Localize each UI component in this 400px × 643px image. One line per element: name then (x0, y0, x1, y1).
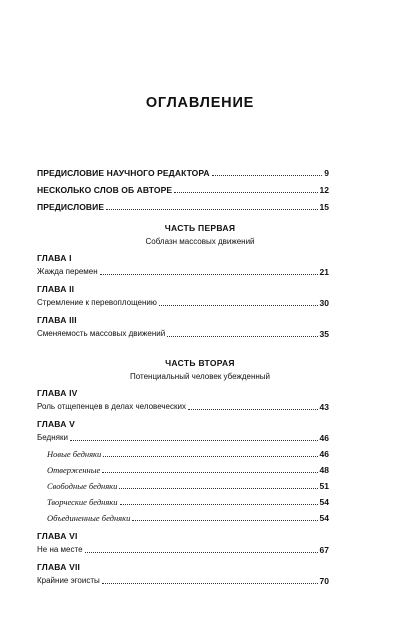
page-number: 9 (324, 168, 329, 178)
leader-dots (102, 583, 318, 584)
entry-label: Жажда перемен (37, 267, 98, 276)
toc-entry-section[interactable] (47, 463, 329, 475)
chapter-heading: ГЛАВА IV (37, 388, 78, 398)
entry-label: Отверженные (47, 465, 101, 475)
toc-entry-chapter[interactable] (37, 296, 329, 308)
toc-entry-chapter[interactable] (37, 400, 329, 412)
leader-dots (119, 488, 317, 489)
leader-dots (159, 305, 318, 306)
leader-dots (85, 552, 318, 553)
entry-label: Новые бедняки (47, 449, 102, 459)
part-heading: ЧАСТЬ ПЕРВАЯ (164, 223, 236, 233)
toc-entry-section[interactable] (47, 495, 329, 507)
leader-dots (132, 520, 317, 521)
page-number: 30 (319, 298, 329, 308)
leader-dots (212, 175, 323, 176)
page-number: 46 (319, 449, 329, 459)
entry-label: Объединенные бедняки (47, 513, 131, 523)
page-number: 70 (319, 576, 329, 586)
leader-dots (106, 209, 317, 210)
chapter-heading: ГЛАВА III (37, 315, 77, 325)
toc-entry-preface[interactable] (37, 200, 329, 212)
entry-label: Крайние эгоисты (37, 576, 100, 585)
toc-entry-editor-preface[interactable] (37, 166, 329, 178)
chapter-heading: ГЛАВА VII (37, 562, 81, 572)
page-number: 48 (319, 465, 329, 475)
leader-dots (120, 504, 318, 505)
entry-label: Стремление к перевоплощению (37, 298, 157, 307)
leader-dots (100, 274, 318, 275)
entry-label: Сменяемость массовых движений (37, 329, 166, 338)
entry-label: ПРЕДИСЛОВИЕ (37, 202, 105, 212)
entry-label: Не на месте (37, 545, 83, 554)
toc-entry-chapter[interactable] (37, 431, 329, 443)
leader-dots (70, 440, 318, 441)
page-number: 51 (319, 481, 329, 491)
leader-dots (103, 456, 317, 457)
leader-dots (188, 409, 318, 410)
entry-label: НЕСКОЛЬКО СЛОВ ОБ АВТОРЕ (37, 185, 173, 195)
entry-label: ПРЕДИСЛОВИЕ НАУЧНОГО РЕДАКТОРА (37, 168, 210, 178)
toc-entry-section[interactable] (47, 479, 329, 491)
chapter-heading: ГЛАВА II (37, 284, 75, 294)
toc-entry-chapter[interactable] (37, 543, 329, 555)
entry-label: Роль отщепенцев в делах человеческих (37, 402, 186, 411)
toc-entry-about-author[interactable] (37, 183, 329, 195)
toc-entry-chapter[interactable] (37, 327, 329, 339)
page-number: 54 (319, 497, 329, 507)
part-heading: ЧАСТЬ ВТОРАЯ (165, 358, 235, 368)
entry-label: Бедняки (37, 433, 68, 442)
toc-title: ОГЛАВЛЕНИЕ (145, 95, 255, 111)
toc-entry-section[interactable] (47, 511, 329, 523)
toc-entry-chapter[interactable] (37, 265, 329, 277)
chapter-heading: ГЛАВА VI (37, 531, 78, 541)
toc-entry-chapter[interactable] (37, 574, 329, 586)
leader-dots (102, 472, 317, 473)
page-number: 35 (319, 329, 329, 339)
leader-dots (167, 336, 317, 337)
chapter-heading: ГЛАВА V (37, 419, 75, 429)
page-number: 15 (319, 202, 329, 212)
page-number: 43 (319, 402, 329, 412)
leader-dots (174, 192, 317, 193)
entry-label: Свободные бедняки (47, 481, 118, 491)
page-number: 46 (319, 433, 329, 443)
part-subtitle: Потенциальный человек убежденный (129, 372, 270, 381)
page-number: 67 (319, 545, 329, 555)
toc-entry-section[interactable] (47, 447, 329, 459)
page-number: 12 (319, 185, 329, 195)
chapter-heading: ГЛАВА I (37, 253, 72, 263)
page-number: 21 (319, 267, 329, 277)
page-number: 54 (319, 513, 329, 523)
entry-label: Творческие бедняки (47, 497, 118, 507)
part-subtitle: Соблазн массовых движений (145, 237, 255, 246)
